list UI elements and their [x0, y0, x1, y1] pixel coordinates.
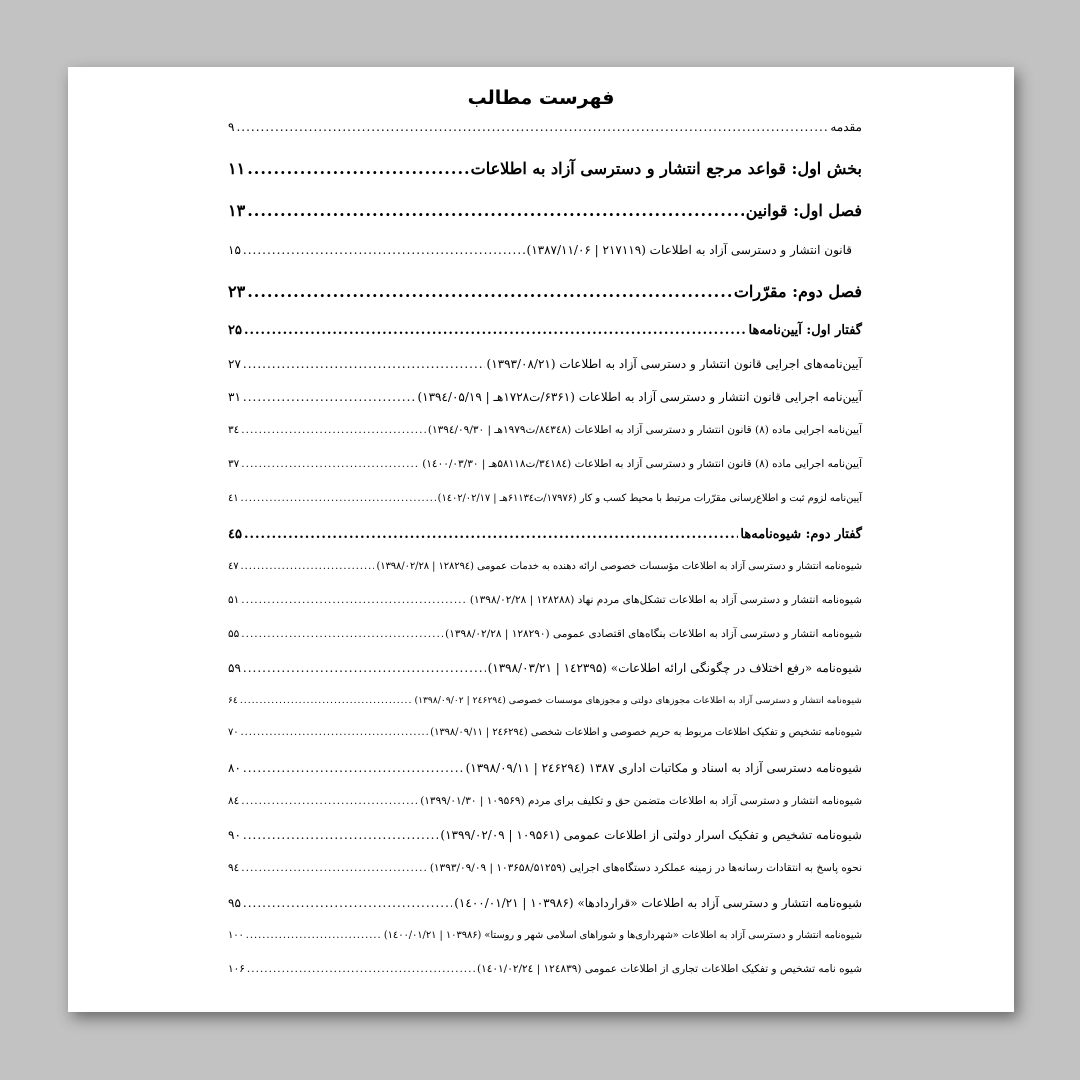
leader-dots [244, 323, 747, 338]
toc-entry-item [228, 896, 862, 910]
toc-entry-label: آیین‌نامه اجرایی ماده (۸) قانون انتشار و دسترسی آزاد به اطلاعات (۸٤۳٤۸/ت۱۹۷۹هـ | ۱۳۹٤/۰۹/۳۰) [427, 424, 862, 436]
leader-dots [241, 628, 443, 640]
toc-entry-label: شیوه‌نامه انتشار و دسترسی آزاد به اطلاعات مجوزهای دولتی و مجوزهای موسسات خصوصی (۲٤۶۲۹٤ | ۱۳۹۸/۰۹/۰۲) [414, 695, 862, 706]
toc-entry-page: ۹ [228, 120, 235, 134]
leader-dots [241, 862, 428, 874]
toc-entry-item [228, 390, 862, 404]
toc-entry-page: ۸۰ [228, 761, 241, 775]
toc-entry-label: آیین‌نامه‌های اجرایی قانون انتشار و دسترسی آزاد به اطلاعات (۱۳۹۳/۰۸/۲۱) [486, 357, 862, 371]
leader-dots [247, 201, 744, 220]
leader-dots [243, 357, 485, 371]
toc-entry-item [228, 930, 862, 941]
leader-dots [243, 661, 486, 675]
leader-dots [247, 963, 475, 975]
toc-entry-page: ۱۵ [228, 243, 241, 257]
leader-dots [244, 527, 738, 542]
toc-entry-page: ۸٤ [228, 795, 240, 807]
toc-entry-label: آیین‌نامه اجرایی قانون انتشار و دسترسی آزاد به اطلاعات (۶۳۶۱/ت۱۷۲۸هـ | ۱۳۹٤/۰۵/۱۹) [417, 390, 862, 404]
toc-entry-label: آیین‌نامه لزوم ثبت و اطلاع‌رسانی مقرّرات مرتبط با محیط کسب و کار (۱۷۹۷۶/ت۶۱۱۳٤هـ | ۱٤۰۲/۰۲/۱۷) [437, 493, 862, 504]
toc-entry-label: فصل اول: قوانین [745, 201, 862, 220]
toc-entry-item [228, 795, 862, 807]
leader-dots [236, 120, 828, 134]
leader-dots [243, 243, 525, 257]
leader-dots [243, 896, 452, 910]
toc-entry-page: ۳۷ [228, 458, 240, 470]
toc-entry-item [228, 862, 862, 874]
toc-entry-label: بخش اول: قواعد مرجع انتشار و دسترسی آزاد به اطلاعات [470, 159, 862, 178]
toc-entry-item [228, 661, 862, 675]
leader-dots [241, 594, 468, 606]
toc-entry-label: قانون انتشار و دسترسی آزاد به اطلاعات (۲۱۷۱۱۹ | ۱۳۸۷/۱۱/۰۶) [526, 243, 852, 257]
toc-entry-label: شیوه‌نامه انتشار و دسترسی آزاد به اطلاعات تشکل‌های مردم نهاد (۱۲۸۲۸۸ | ۱۳۹۸/۰۲/۲۸) [469, 594, 862, 606]
leader-dots [247, 282, 732, 301]
toc-entry-item [228, 493, 862, 504]
toc-entry-page: ۷۰ [228, 727, 239, 738]
toc-entry-page: ٤۱ [228, 493, 239, 504]
toc-entry-page: ۵۱ [228, 594, 240, 606]
toc-entry-page: ۳٤ [228, 424, 240, 436]
toc-entry-page: ۵۵ [228, 628, 240, 640]
toc-entry-law [228, 243, 862, 257]
toc-entry-part [228, 159, 862, 178]
toc-entry-label: آیین‌نامه اجرایی ماده (۸) قانون انتشار و دسترسی آزاد به اطلاعات (۳٤۱۸٤/ت۵۸۱۱۸هـ | ۱٤۰۰/۰۳/۳۰) [422, 458, 862, 470]
leader-dots [246, 930, 382, 941]
toc-entry-item [228, 695, 862, 706]
leader-dots [240, 695, 413, 706]
toc-entry-label: شیوه‌نامه انتشار و دسترسی آزاد به اطلاعات بنگاه‌های اقتصادی عمومی (۱۲۸۲۹۰ | ۱۳۹۸/۰۲/۲۸) [445, 628, 862, 640]
toc-entry-label: شیوه‌نامه انتشار و دسترسی آزاد به اطلاعات «قراردادها» (۱۰۳۹۸۶ | ۱٤۰۰/۰۱/۲۱) [454, 896, 862, 910]
toc-entry-label: شیوه‌نامه دسترسی آزاد به اسناد و مکاتبات اداری ۱۳۸۷ (۲٤۶۲۹٤ | ۱۳۹۸/۰۹/۱۱) [465, 761, 862, 775]
toc-entry-page: ۱۰۶ [228, 963, 245, 975]
toc-entry-page: ۱۱ [228, 159, 246, 178]
toc-entry-label: گفتار دوم: شیوه‌نامه‌ها [740, 527, 862, 542]
toc-entry-label: شیوه‌نامه انتشار و دسترسی آزاد به اطلاعات «شهرداری‌ها و شوراهای اسلامی شهر و روستا» (۱۰۳۹۸۶ | ۱٤۰۰/۰۱/۲۱) [383, 930, 862, 941]
leader-dots [241, 424, 426, 436]
toc-entry-page: ۵۹ [228, 661, 241, 675]
toc-entry-chapter [228, 201, 862, 220]
toc-entry-page: ۱۳ [228, 201, 246, 220]
toc-entry-intro [228, 120, 862, 134]
toc-entry-item [228, 727, 862, 738]
leader-dots [243, 828, 439, 842]
toc-entry-page: ٤۵ [228, 527, 242, 542]
toc-entry-item [228, 594, 862, 606]
toc-entry-label: شیوه‌نامه تشخیص و تفکیک اطلاعات مربوط به حریم خصوصی و اطلاعات شخصی (۲٤۶۲۹٤ | ۱۳۹۸/۰۹/۱۱) [430, 727, 862, 738]
toc-entry-item [228, 424, 862, 436]
leader-dots [241, 795, 418, 807]
leader-dots [243, 761, 464, 775]
toc-entry-item [228, 458, 862, 470]
toc-entry-item [228, 761, 862, 775]
leader-dots [247, 159, 468, 178]
leader-dots [241, 493, 436, 504]
toc-entry-label: نحوه پاسخ به انتقادات رسانه‌ها در زمینه عملکرد دستگاه‌های اجرایی (۱۰۳۶۵۸/۵۱۲۵۹ | ۱۳۹۳/۰۹/۰۹) [429, 862, 862, 874]
document-page [68, 67, 1014, 1012]
toc-entry-label: فصل دوم: مقرّرات [733, 282, 862, 301]
toc-entry-page: ۳۱ [228, 390, 241, 404]
toc-entry-label: گفتار اول: آیین‌نامه‌ها [748, 323, 862, 338]
toc-entry-label: مقدمه [830, 120, 862, 134]
toc-entry-item [228, 561, 862, 572]
toc-entry-section [228, 527, 862, 542]
toc-entry-label: شیوه‌نامه تشخیص و تفکیک اسرار دولتی از اطلاعات عمومی (۱۰۹۵۶۱ | ۱۳۹۹/۰۲/۰۹) [440, 828, 862, 842]
toc-entry-page: ۹٤ [228, 862, 240, 874]
toc-entry-page: ٤۷ [228, 561, 239, 572]
toc-entry-label: شیوه‌نامه انتشار و دسترسی آزاد به اطلاعات مؤسسات خصوصی ارائه دهنده به خدمات عمومی (۱۲۸۲۹٤ | ۱۳۹۸/۰۲/۲۸) [376, 561, 862, 572]
leader-dots [243, 390, 416, 404]
toc-entry-page: ۲۷ [228, 357, 241, 371]
toc-entry-item [228, 963, 862, 975]
toc-entry-page: ۶٤ [228, 695, 238, 706]
toc-entry-page: ۹۰ [228, 828, 241, 842]
table-of-contents [228, 67, 862, 1012]
toc-entry-item [228, 357, 862, 371]
toc-entry-page: ۲۳ [228, 282, 246, 301]
toc-entry-item [228, 628, 862, 640]
toc-entry-page: ۲۵ [228, 323, 242, 338]
leader-dots [241, 561, 375, 572]
toc-entry-chapter [228, 282, 862, 301]
leader-dots [241, 727, 429, 738]
toc-entry-page: ۹۵ [228, 896, 241, 910]
toc-entry-section [228, 323, 862, 338]
toc-entry-label: شیوه‌نامه «رفع اختلاف در چگونگی ارائه اطلاعات» (۱٤۲۳۹۵ | ۱۳۹۸/۰۳/۲۱) [487, 661, 862, 675]
toc-entry-label: شیوه‌نامه انتشار و دسترسی آزاد به اطلاعات متضمن حق و تکلیف برای مردم (۱۰۹۵۶۹ | ۱۳۹۹/۰۱/۳۰) [420, 795, 862, 807]
toc-entry-item [228, 828, 862, 842]
toc-entry-page: ۱۰۰ [228, 930, 244, 941]
toc-entry-label: شیوه نامه تشخیص و تفکیک اطلاعات تجاری از اطلاعات عمومی (۱۲٤۸۳۹ | ۱٤۰۱/۰۲/۲٤) [477, 963, 862, 975]
page-title: فهرست مطالب [467, 87, 615, 109]
leader-dots [241, 458, 420, 470]
